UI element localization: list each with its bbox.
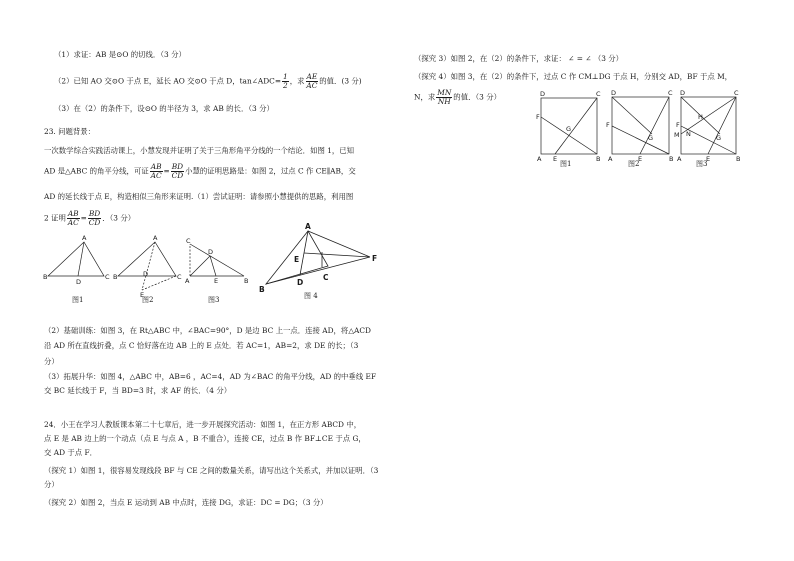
svg-text:A: A [153, 234, 158, 242]
svg-text:C: C [177, 273, 182, 281]
frac-den: 2 [283, 80, 288, 90]
q24-figure-3 [681, 97, 736, 154]
q24-fig3-caption: 图3 [696, 160, 708, 168]
q24-line1: 24．小王在学习人教版课本第二十七章后，进一步开展探究活动：如图 1，在正方形 ABCD 中， [44, 420, 362, 429]
frac-num: AE [306, 72, 318, 81]
q24-explore4-line2-pre: N，求 [414, 92, 436, 102]
svg-text:F: F [606, 121, 610, 129]
fig1-caption: 图1 [72, 296, 84, 304]
svg-text:E: E [553, 155, 558, 163]
q23-line3: AD 的延长线于点 E，构造相似三角形来证明.（1）尝试证明：请参照小慧提供的思路，利用图 [44, 192, 354, 201]
q23-line2-pre: AD 是△ABC 的角平分线，可证 [44, 166, 149, 176]
svg-text:C: C [596, 90, 601, 98]
q24-explore3: （探究 3）如图 2，在（2）的条件下，求证： ∠ = ∠ （3 分） [414, 54, 624, 63]
svg-text:C: C [105, 273, 110, 281]
q24-figure-2 [612, 97, 669, 154]
q24-explore2: （探究 2）如图 2，当点 E 运动到 AB 中点时，连接 DG，求证：DC = DG；（3 分） [44, 498, 328, 507]
q22-part2-pre: （2）已知 AO 交⊙O 于点 E，延长 AO 交⊙O 于点 D，tan∠ADC= [54, 76, 282, 86]
svg-text:F: F [676, 121, 680, 129]
frac-den: AC [306, 80, 318, 90]
fig4-caption: 图 4 [304, 292, 318, 300]
svg-text:B: B [736, 155, 741, 163]
equals-sign: = [80, 213, 87, 223]
q23-part3-line2: 交 BC 延长线于 F，当 BD=3 时，求 AF 的长．（4 分） [44, 386, 232, 395]
svg-text:B: B [669, 155, 674, 163]
svg-text:E: E [706, 155, 711, 163]
q24-explore4-line1: （探究 4）如图 3，在（2）的条件下，过点 C 作 CM⊥DG 于点 H，分别交 AD，BF 于点 M， [414, 72, 733, 81]
q23-part2-line1: （2）基础训练：如图 3，在 Rt△ABC 中，∠BAC=90°，D 是边 BC 上一点．连接 AD，将△ACD [44, 326, 371, 335]
svg-text:E: E [214, 277, 219, 285]
svg-text:A: A [305, 222, 311, 231]
q22-part2-mid: ，求 [289, 76, 305, 86]
frac-num: MN [437, 88, 452, 97]
q22-part1: （1）求证：AB 是⊙O 的切线．（3 分） [54, 50, 186, 59]
svg-text:H: H [698, 113, 703, 121]
svg-text:C: C [668, 89, 673, 97]
q23-line4-pre: 2 证明 [44, 213, 66, 223]
q23-line4-post: ．（3 分） [102, 213, 136, 223]
fig2-caption: 图2 [142, 296, 154, 304]
svg-text:D: D [143, 270, 149, 278]
svg-text:G: G [648, 134, 654, 142]
svg-text:E: E [294, 255, 300, 264]
q23-part2-line3: 分） [44, 357, 59, 366]
svg-text:D: D [680, 89, 686, 97]
q23-part2-line2: 沿 AD 所在直线折叠，点 C 恰好落在边 AB 上的 E 点处．若 AC=1，AB=2，求 DE 的长；（3 [44, 341, 359, 350]
svg-text:B: B [259, 285, 265, 294]
svg-text:G: G [566, 125, 572, 133]
svg-text:B: B [244, 277, 249, 285]
svg-text:A: A [185, 277, 190, 285]
frac-den: CD [171, 170, 184, 180]
q23-line1: 一次数学综合实践活动课上，小慧发现并证明了关于三角形角平分线的一个结论．如图 1，已知 [44, 146, 355, 155]
svg-text:M: M [674, 131, 680, 139]
q24-figure-2-labels [606, 89, 673, 163]
frac-num: AB [67, 209, 79, 218]
frac-num: BD [88, 209, 101, 218]
q24-explore1-line1: （探究 1）如图 1，很容易发现线段 BF 与 CE 之间的数量关系，请写出这个关系式，并加以证明．（3 [44, 466, 379, 475]
svg-text:D: D [208, 248, 214, 256]
svg-text:D: D [540, 90, 546, 98]
q23-title: 23. 问题背景： [44, 127, 96, 136]
svg-text:E: E [638, 155, 643, 163]
svg-text:A: A [608, 155, 613, 163]
svg-text:A: A [82, 234, 87, 242]
frac-den: NH [437, 96, 451, 106]
q22-part3: （3）在（2）的条件下，设⊙O 的半径为 3，求 AB 的长．（3 分） [54, 104, 274, 113]
svg-text:C: C [734, 89, 739, 97]
q24-fig2-caption: 图2 [628, 160, 640, 168]
frac-num: 1 [283, 72, 288, 81]
fig3-caption: 图3 [208, 296, 220, 304]
frac-den: AC [67, 217, 79, 227]
svg-text:A: A [537, 155, 542, 163]
svg-text:F: F [536, 113, 540, 121]
svg-text:C: C [323, 273, 329, 282]
svg-text:F: F [372, 254, 378, 263]
q23-part3-line1: （3）拓展升华：如图 4，△ABC 中，AB=6 ，AC=4，AD 为∠BAC 的角平分线，AD 的中垂线 EF [44, 372, 377, 381]
q24-explore1-line2: 分） [44, 480, 59, 489]
svg-text:B: B [596, 155, 601, 163]
svg-text:B: B [43, 273, 48, 281]
svg-text:G: G [716, 134, 722, 142]
svg-text:D: D [76, 278, 82, 286]
frac-den: AC [150, 170, 162, 180]
q24-figure-1-labels [536, 90, 601, 163]
svg-text:C: C [186, 237, 191, 245]
frac-num: AB [150, 162, 162, 171]
svg-text:D: D [611, 89, 617, 97]
frac-num: BD [171, 162, 184, 171]
svg-text:N: N [686, 130, 691, 138]
svg-text:E: E [140, 291, 145, 299]
q24-explore4-line2-post: 的值．（3 分） [453, 92, 501, 102]
q24-line2: 点 E 是 AB 边上的一个动点（点 E 与点 A ，B 不重合），连接 CE，过点 B 作 BF⊥CE 于点 G， [44, 434, 366, 443]
equals-sign: = [163, 166, 170, 176]
q23-line2-post: 小慧的证明思路是：如图 2，过点 C 作 CE∥AB，交 [185, 166, 356, 176]
q24-fig1-caption: 图1 [560, 160, 572, 168]
svg-text:B: B [113, 273, 118, 281]
svg-text:A: A [677, 155, 682, 163]
q24-line3: 交 AD 于点 F． [44, 448, 98, 457]
svg-text:D: D [297, 278, 304, 287]
frac-den: CD [88, 217, 101, 227]
q22-part2-post: 的值．(3 分) [319, 76, 362, 86]
